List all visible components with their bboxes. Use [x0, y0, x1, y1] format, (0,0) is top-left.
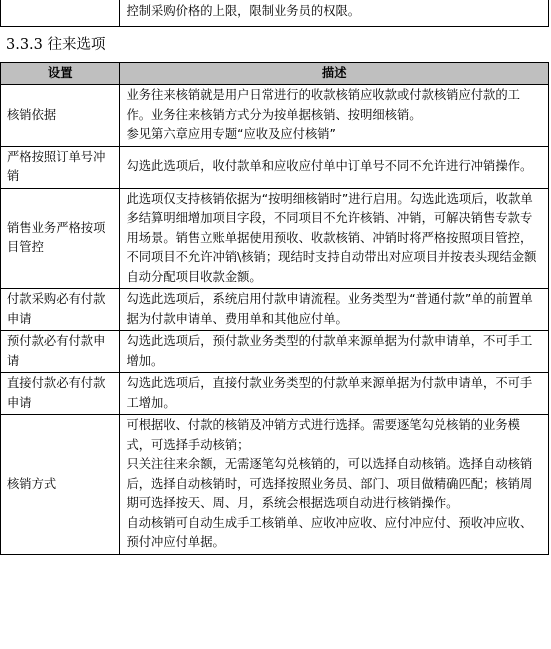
table-row [1, 188, 549, 289]
section-heading: 3.3.3 往来选项 [6, 37, 106, 53]
setting-cell: 核销依据 [1, 85, 120, 147]
description-paragraph: 只关注往来余额，无需逐笔勾兑核销的，可以选择自动核销。选择自动核销后，选择自动核销时，可选择按照业务员、部门、项目做精确匹配；核销周期可选择按天、周、月，系统会根据选项自动进行核销操作。 [126, 457, 533, 510]
table-row [1, 0, 549, 26]
table-row [1, 331, 549, 373]
table-row [1, 415, 549, 555]
setting-cell: 付款采购必有付款申请 [1, 289, 120, 331]
table-row [1, 373, 549, 415]
setting-cell: 严格按照订单号冲销 [1, 146, 120, 188]
description-cell [120, 289, 549, 331]
setting-cell: 销售业务严格按项目管控 [1, 188, 120, 289]
description-paragraph: 此选项仅支持核销依据为“按明细核销时”进行启用。勾选此选项后，收款单多结算明细增加项目字段，不同项目不允许核销、冲销，可解决销售专款专用场景。销售立账单据使用预收、收款核销、冲销时将严格按照项目管控，不同项目不允许冲销\核销；现结时支持自动带出对应项目并按表头现结金额自动分配项目收款金额。 [126, 191, 537, 284]
description-cell [120, 146, 549, 188]
description-paragraph: 勾选此选项后，收付款单和应收应付单中订单号不同不允许进行冲销操作。 [126, 159, 533, 174]
table-row [1, 85, 549, 147]
setting-cell [1, 0, 120, 26]
description-paragraph: 参见第六章应用专题“应收及应付核销” [126, 127, 336, 141]
description-paragraph: 勾选此选项后，预付款业务类型的付款单来源单据为付款申请单，不可手工增加。 [126, 334, 533, 368]
description-paragraph: 业务往来核销就是用户日常进行的收款核销应收款或付款核销应付款的工作。业务往来核销方式分为按单据核销、按明细核销。 [126, 88, 520, 122]
description-cell [120, 188, 549, 289]
previous-table-tail [0, 0, 549, 27]
table-row [1, 146, 549, 188]
setting-cell: 直接付款必有付款申请 [1, 373, 120, 415]
setting-cell: 核销方式 [1, 415, 120, 555]
table-row [1, 289, 549, 331]
table-header-row [1, 63, 549, 85]
setting-cell: 预付款必有付款申请 [1, 331, 120, 373]
description-cell [120, 331, 549, 373]
description-paragraph: 自动核销可自动生成手工核销单、应收冲应收、应付冲应付、预收冲应收、预付冲应付单据。 [126, 515, 533, 549]
table-body [1, 85, 549, 555]
header-description: 描述 [120, 63, 549, 85]
description-cell [120, 373, 549, 415]
header-setting: 设置 [1, 63, 120, 85]
description-paragraph: 勾选此选项后，直接付款业务类型的付款单来源单据为付款申请单，不可手工增加。 [126, 376, 533, 410]
description-cell [120, 85, 549, 147]
description-cell: 控制采购价格的上限，限制业务员的权限。 [120, 0, 549, 26]
description-paragraph: 勾选此选项后，系统启用付款申请流程。业务类型为“普通付款”单的前置单据为付款申请单、费用单和其他应付单。 [126, 292, 533, 326]
description-cell [120, 415, 549, 555]
description-paragraph: 可根据收、付款的核销及冲销方式进行选择。需要逐笔勾兑核销的业务模式，可选择手动核销； [126, 418, 520, 452]
options-table [0, 62, 549, 555]
